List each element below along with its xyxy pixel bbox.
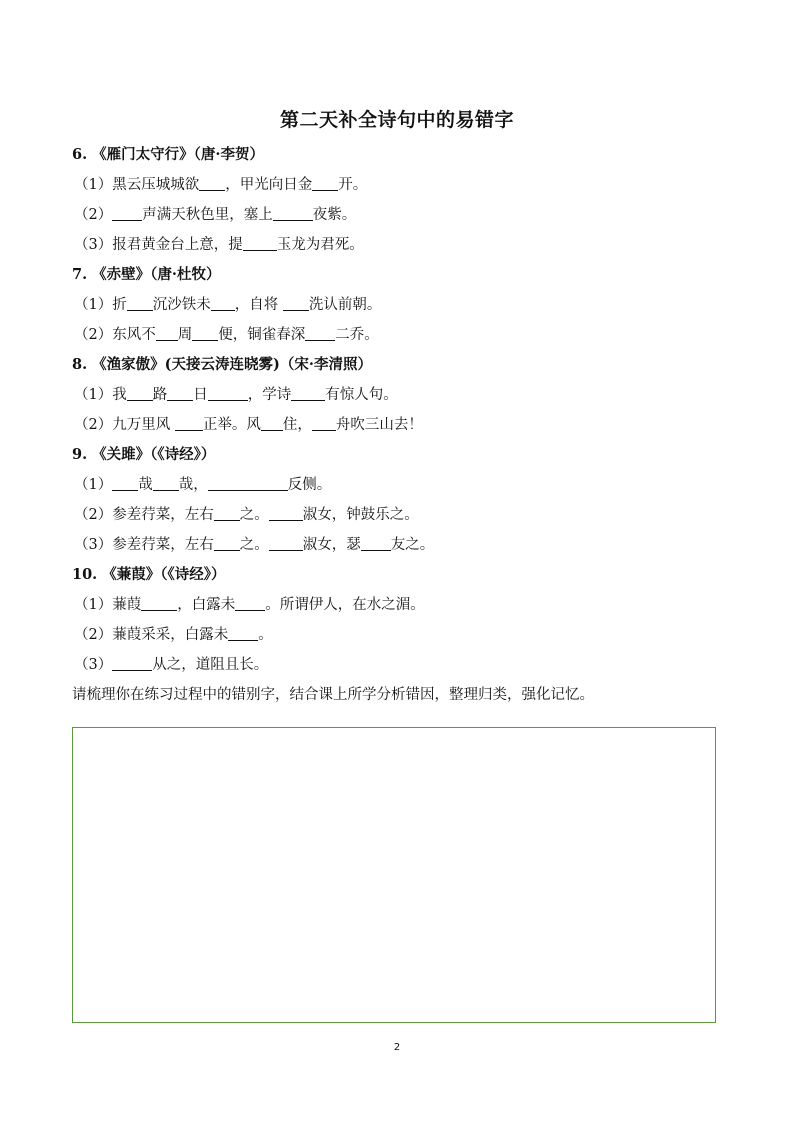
line-text: 舟吹三山去！ (335, 417, 423, 433)
answer-blank[interactable] (175, 414, 203, 431)
answer-blank[interactable] (214, 504, 240, 521)
line-text: 友之。 (390, 537, 435, 553)
line-text: 洗认前朝。 (308, 297, 382, 313)
line-text: 之。 (239, 537, 269, 553)
line-text: 周 (177, 327, 193, 343)
line-text: （1） (74, 477, 113, 493)
answer-blank[interactable] (112, 204, 142, 221)
answer-blank[interactable] (208, 474, 288, 491)
poem-heading: 8. 《渔家傲》(天接云涛连晓雾)（宋·李清照） (72, 356, 372, 373)
answer-blank[interactable] (112, 654, 152, 671)
fill-in-line (72, 500, 722, 530)
exercise-content (72, 140, 722, 710)
answer-blank[interactable] (228, 624, 258, 641)
answer-blank[interactable] (167, 384, 193, 401)
line-text: 淑女，钟鼓乐之。 (302, 507, 419, 523)
answer-blank[interactable] (156, 324, 178, 341)
line-text: 开。 (338, 177, 368, 193)
poem-heading: 10. 《蒹葭》（《诗经》） (72, 566, 226, 583)
fill-in-line (72, 290, 722, 320)
line-text: ，白露未 (177, 597, 236, 613)
line-text: 正举。风 (202, 417, 261, 433)
line-text: 沉沙铁未 (152, 297, 211, 313)
answer-blank[interactable] (199, 174, 225, 191)
fill-in-line (72, 590, 722, 620)
line-text: 。 (258, 627, 273, 643)
fill-in-line (72, 530, 722, 560)
line-text: 夜紫。 (312, 207, 357, 223)
line-text: 日 (193, 387, 208, 403)
instruction-text: 请梳理你在练习过程中的错别字，结合课上所学分析错因，整理归类，强化记忆。 (72, 687, 594, 703)
answer-blank[interactable] (214, 534, 240, 551)
line-text: （2）蒹葭采采，白露未 (74, 627, 229, 643)
fill-in-line (72, 320, 722, 350)
fill-in-line (72, 200, 722, 230)
answer-box[interactable] (72, 727, 716, 1023)
answer-blank[interactable] (127, 384, 153, 401)
fill-in-line (72, 170, 722, 200)
line-text: （1）黑云压城城欲 (74, 177, 200, 193)
line-text: 路 (152, 387, 168, 403)
line-text: （2）参差荇菜，左右 (74, 507, 214, 523)
answer-blank[interactable] (261, 414, 283, 431)
answer-blank[interactable] (283, 294, 309, 311)
line-text: （3）报君黄金台上意，提 (74, 237, 243, 253)
line-text: （1）我 (74, 387, 127, 403)
answer-blank[interactable] (235, 594, 265, 611)
line-text: 反侧。 (287, 477, 332, 493)
poem-heading: 7. 《赤壁》（唐·杜牧） (72, 266, 221, 283)
line-text: 便，铜雀春深 (218, 327, 306, 343)
line-text: （2）东风不 (74, 327, 156, 343)
answer-blank[interactable] (273, 204, 313, 221)
answer-blank[interactable] (361, 534, 391, 551)
page-number: 2 (393, 1042, 401, 1053)
answer-blank[interactable] (312, 414, 336, 431)
line-text: ，学诗 (247, 387, 292, 403)
poem-heading: 9. 《关雎》（《诗经》） (72, 446, 216, 463)
answer-blank[interactable] (141, 594, 177, 611)
fill-in-line (72, 470, 722, 500)
line-text: 有惊人句。 (325, 387, 398, 403)
line-text: 哉， (178, 477, 208, 493)
answer-blank[interactable] (211, 294, 235, 311)
answer-blank[interactable] (192, 324, 218, 341)
answer-blank[interactable] (127, 294, 153, 311)
fill-in-line (72, 620, 722, 650)
answer-blank[interactable] (269, 534, 303, 551)
line-text: 声满天秋色里，塞上 (142, 207, 273, 223)
line-text: ，甲光向日金 (225, 177, 313, 193)
line-text: （2）九万里风 (74, 417, 175, 433)
fill-in-line (72, 230, 722, 260)
answer-blank[interactable] (291, 384, 325, 401)
line-text: 淑女，瑟 (302, 537, 361, 553)
poem-heading: 6. 《雁门太守行》（唐·李贺） (72, 146, 264, 163)
line-text: （1）蒹葭 (74, 597, 142, 613)
answer-blank[interactable] (243, 234, 277, 251)
page-title: 第二天补全诗句中的易错字 (279, 109, 514, 131)
answer-blank[interactable] (305, 324, 335, 341)
line-text: （3） (74, 657, 113, 673)
answer-blank[interactable] (269, 504, 303, 521)
line-text: 从之，道阻且长。 (152, 657, 269, 673)
line-text: 之。 (239, 507, 269, 523)
answer-blank[interactable] (208, 384, 248, 401)
line-text: 玉龙为君死。 (276, 237, 364, 253)
line-text: 住， (282, 417, 312, 433)
fill-in-line (72, 410, 722, 440)
answer-blank[interactable] (312, 174, 338, 191)
line-text: （2） (74, 207, 113, 223)
line-text: （1）折 (74, 297, 127, 313)
line-text: 二乔。 (335, 327, 379, 343)
fill-in-line (72, 650, 722, 680)
line-text: 。所谓伊人，在水之湄。 (265, 597, 425, 613)
answer-blank[interactable] (112, 474, 138, 491)
line-text: ，自将 (234, 297, 283, 313)
answer-blank[interactable] (153, 474, 179, 491)
line-text: （3）参差荇菜，左右 (74, 537, 214, 553)
line-text: 哉 (138, 477, 153, 493)
fill-in-line (72, 380, 722, 410)
